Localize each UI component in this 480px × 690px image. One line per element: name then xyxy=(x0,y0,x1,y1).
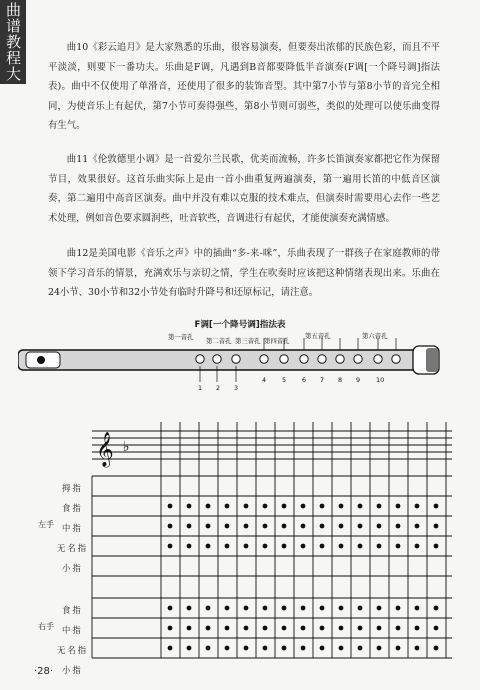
page-number: ·28· xyxy=(34,666,54,677)
fingering-dots xyxy=(168,504,439,651)
right-middle-label: 中指 xyxy=(62,625,83,635)
flat-icon: ♭ xyxy=(123,439,130,455)
label-8: 8 xyxy=(338,376,343,384)
label-1: 1 xyxy=(198,384,203,392)
label-6: 6 xyxy=(302,376,307,384)
left-middle-label: 中指 xyxy=(62,523,83,533)
paragraph-3: 曲12是美国电影《音乐之声》中的插曲“多-来-咪”，乐曲表现了一群孩子在家庭教师的带领下学习音乐的情景，充满欢乐与亲切之情，学生在吹奏时应该把这种情绪表现出来。乐曲在24小节、30小节和32小节处有临时升降号和还原标记，请注意。 xyxy=(48,248,440,299)
label-2: 2 xyxy=(216,384,221,392)
paragraph-2: 曲11《伦敦德里小调》是一首爱尔兰民歌，优美而流畅，许多长笛演奏家都把它作为保留节目，效果很好。这首乐曲实际上是由一首小曲重复两遍演奏，第一遍用长笛的中低音区演奏，第二遍用中高音区演奏。曲中并没有难以克服的技术难点，但演奏时需要用心去作一些艺术处理，例如音色要求圆润些，吐音软些，音调进行有起伏，才能使演奏充满情感。 xyxy=(48,154,440,224)
left-thumb-label: 拇指 xyxy=(62,483,83,493)
label-10: 10 xyxy=(376,376,385,384)
right-index-label: 食指 xyxy=(62,605,83,615)
label-9: 9 xyxy=(356,376,361,384)
label-4: 4 xyxy=(262,376,267,384)
fingering-chart-title: F调[一个降号调]指法表 xyxy=(194,320,286,330)
treble-clef-icon: 𝄞 xyxy=(96,432,114,467)
label-3: 3 xyxy=(234,384,239,392)
label-7: 7 xyxy=(320,376,325,384)
fifth-key-label: 第五音孔 xyxy=(305,332,331,340)
sixth-key-label: 第六音孔 xyxy=(362,332,388,340)
side-tab: 曲谱教程大 xyxy=(0,0,26,84)
left-ring-label: 无名指 xyxy=(57,543,89,553)
fingering-diagram xyxy=(18,330,462,660)
left-hand-label: 左手 xyxy=(38,520,54,529)
right-ring-label: 无名指 xyxy=(57,645,89,655)
staff-lines xyxy=(92,431,452,459)
right-hand-label: 右手 xyxy=(38,622,54,631)
second-key-label: 第二音孔 xyxy=(206,337,232,345)
first-key-label: 第一音孔 xyxy=(168,333,194,341)
fourth-key-label: 第四音孔 xyxy=(264,337,290,345)
paragraph-1: 曲10《彩云追月》是大家熟悉的乐曲，很容易演奏，但要奏出浓郁的民族色彩，而且不平平淡淡，则要下一番功夫。乐曲是F调，凡遇到B音都要降低半音演奏(F调[一个降号调]指法表)。曲中不仅使用了单滑音，还使用了很多的装饰音型。其中第7小节与第8小节的音完全相同，为使音乐上有起伏，第7小节可奏得强些，第8小节则可弱些，类似的处理可以使乐曲变得有生气。 xyxy=(48,42,440,132)
table-grid xyxy=(92,422,452,658)
label-5: 5 xyxy=(282,376,287,384)
left-index-label: 食指 xyxy=(62,503,83,513)
third-key-label: 第三音孔 xyxy=(235,337,261,345)
left-pinky-label: 小指 xyxy=(62,563,83,573)
right-pinky-label: 小指 xyxy=(62,665,83,675)
